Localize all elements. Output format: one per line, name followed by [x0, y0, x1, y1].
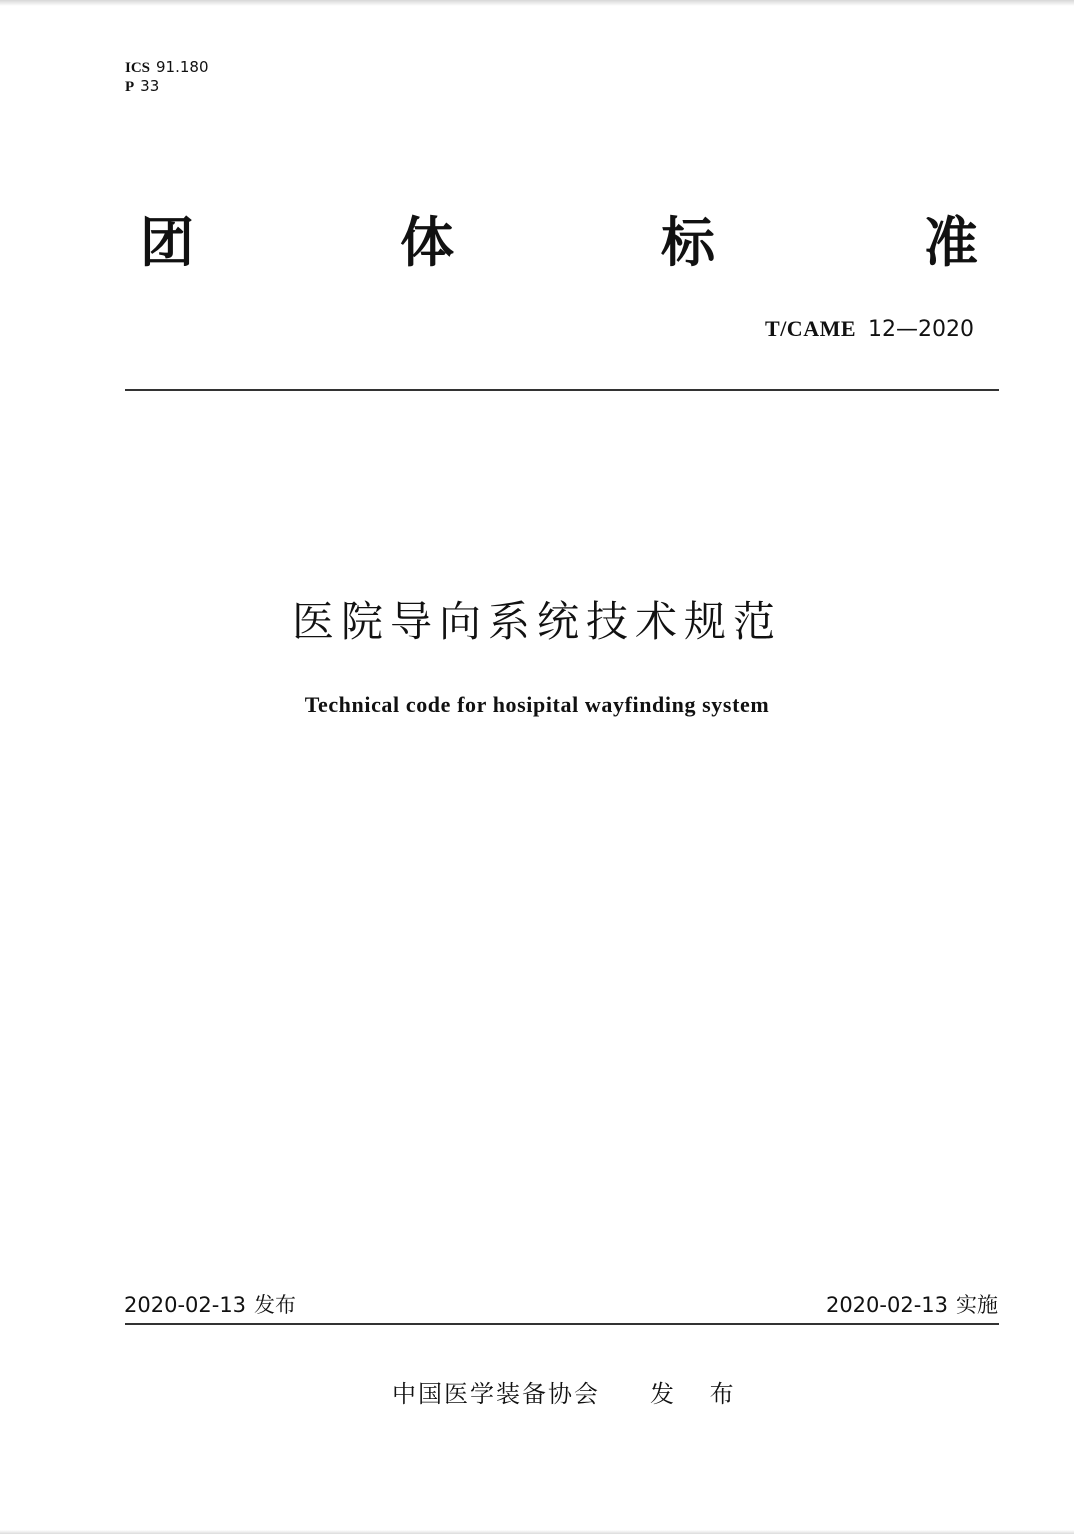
standard-number — [765, 316, 974, 343]
publisher — [392, 1378, 748, 1410]
publish-date-label: 发布 — [254, 1293, 297, 1317]
header-divider — [125, 389, 999, 391]
standard-number-value: 12—2020 — [868, 317, 974, 342]
document-type-char-4: 准 — [924, 211, 978, 274]
english-title: Technical code for hosipital wayfinding system — [304, 692, 770, 717]
page-bottom-edge — [0, 1530, 1074, 1534]
publish-date-value: 2020-02-13 — [124, 1293, 247, 1317]
implement-date — [826, 1291, 998, 1319]
chinese-title: 医院导向系统技术规范 — [291, 597, 782, 646]
page-top-edge — [0, 0, 1074, 6]
ccs-label: P — [125, 79, 135, 95]
publisher-action: 发 布 — [650, 1380, 748, 1408]
ics-label: ICS — [125, 60, 151, 76]
ccs-classification — [125, 77, 159, 96]
document-type-char-1: 团 — [140, 211, 194, 274]
publisher-organization: 中国医学装备协会 — [392, 1380, 600, 1408]
document-type-char-3: 标 — [661, 211, 715, 274]
footer-divider — [125, 1323, 999, 1325]
ics-classification — [125, 58, 209, 77]
implement-date-value: 2020-02-13 — [825, 1293, 948, 1317]
publish-date — [124, 1291, 296, 1319]
implement-date-label: 实施 — [956, 1293, 998, 1317]
ics-code: 91.180 — [156, 58, 209, 76]
ccs-code: 33 — [140, 77, 160, 95]
standard-number-prefix: T/CAME — [765, 316, 857, 341]
document-type-char-2: 体 — [400, 211, 454, 274]
